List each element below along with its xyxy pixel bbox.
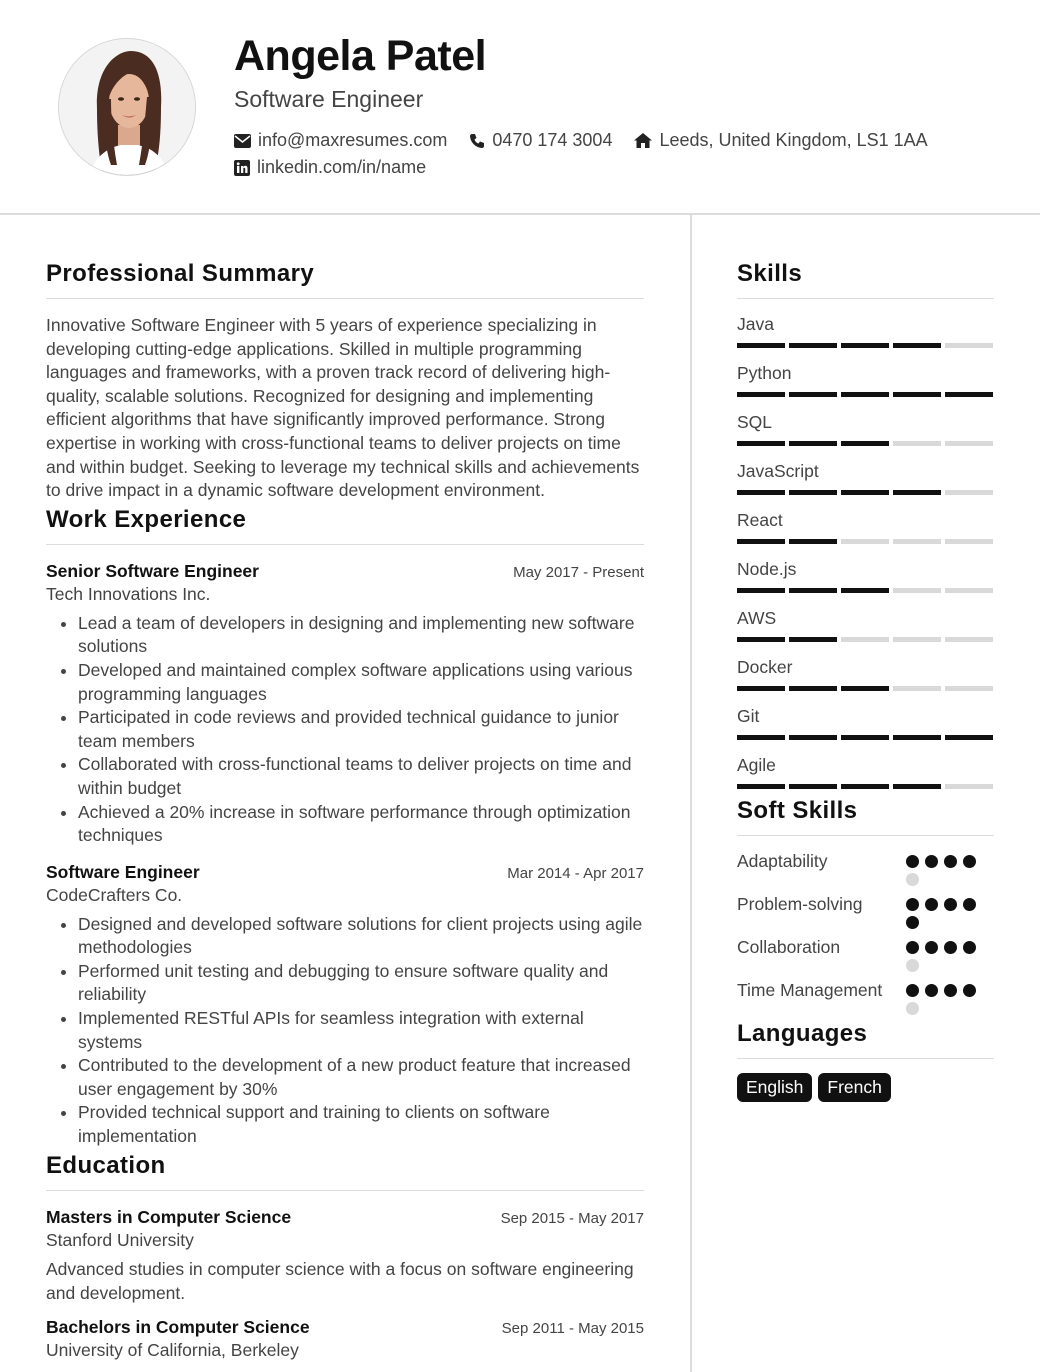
- language-tag: French: [818, 1073, 890, 1102]
- skill-item: [737, 755, 994, 789]
- job-title: Senior Software Engineer: [46, 560, 259, 581]
- rating-dot: [963, 855, 976, 868]
- skill-level-segment: [841, 343, 889, 348]
- bullet-item: • Performed unit testing and debugging to ensure software quality and reliability: [78, 960, 644, 1007]
- skill-level-segment: [945, 539, 993, 544]
- email-text: info@maxresumes.com: [258, 130, 448, 150]
- skill-level-segment: [945, 637, 993, 642]
- skill-name: Agile: [737, 755, 776, 775]
- education-description: Advanced studies in computer science with a focus on software engineering and development.: [46, 1258, 634, 1303]
- skill-level-segment: [841, 588, 889, 593]
- skill-level-segment: [737, 637, 785, 642]
- skill-level-segment: [737, 539, 785, 544]
- rating-dot: [925, 984, 938, 997]
- contact-email[interactable]: [234, 130, 447, 151]
- rating-dot: [944, 898, 957, 911]
- sidebar-column: [737, 260, 994, 1102]
- skill-level-segment: [893, 441, 941, 446]
- contact-linkedin[interactable]: [234, 157, 426, 178]
- rating-dot: [944, 984, 957, 997]
- skill-level-bar: [737, 392, 994, 397]
- rating-dot: [963, 941, 976, 954]
- soft-skill-rating: [906, 979, 994, 1015]
- education-date: Sep 2015 - May 2017: [500, 1209, 644, 1227]
- soft-skill-name: Adaptability: [737, 851, 828, 871]
- skill-level-segment: [789, 343, 837, 348]
- job-entry: [46, 561, 644, 848]
- contact-row-2: [234, 157, 448, 178]
- skill-level-segment: [945, 441, 993, 446]
- rating-dot: [906, 1002, 919, 1015]
- skill-level-segment: [789, 637, 837, 642]
- skill-name: React: [737, 510, 783, 530]
- skill-level-segment: [893, 539, 941, 544]
- linkedin-icon: [234, 160, 250, 176]
- soft-skills-list: [737, 850, 994, 1015]
- skill-item: [737, 363, 994, 397]
- rating-dot: [963, 898, 976, 911]
- skill-name: Node.js: [737, 559, 797, 579]
- job-company: Tech Innovations Inc.: [46, 583, 211, 604]
- rating-dot: [944, 941, 957, 954]
- degree-title: Bachelors in Computer Science: [46, 1316, 310, 1337]
- skill-level-segment: [841, 539, 889, 544]
- school-name: Stanford University: [46, 1229, 194, 1250]
- skill-level-segment: [737, 343, 785, 348]
- linkedin-text: linkedin.com/in/name: [257, 157, 427, 177]
- skill-level-bar: [737, 686, 994, 691]
- skill-level-segment: [841, 686, 889, 691]
- rating-dot: [906, 898, 919, 911]
- job-entry: [46, 862, 644, 1149]
- main-column: [46, 260, 644, 1361]
- skill-item: [737, 706, 994, 740]
- skill-item: [737, 559, 994, 593]
- skill-level-segment: [945, 784, 993, 789]
- skill-name: Git: [737, 706, 760, 726]
- skill-level-segment: [789, 784, 837, 789]
- skill-level-segment: [841, 490, 889, 495]
- bullet-item: • Collaborated with cross-functional teams to deliver projects on time and within budget: [78, 753, 644, 800]
- skill-level-bar: [737, 735, 994, 740]
- skill-level-segment: [945, 735, 993, 740]
- skill-level-segment: [893, 686, 941, 691]
- rating-dot: [906, 873, 919, 886]
- skill-level-segment: [945, 588, 993, 593]
- envelope-icon: [234, 134, 251, 148]
- skill-item: [737, 657, 994, 691]
- skill-level-segment: [789, 441, 837, 446]
- soft-skill-rating: [906, 893, 994, 929]
- skill-item: [737, 461, 994, 495]
- languages-list: [737, 1073, 994, 1102]
- profile-photo: [58, 38, 196, 176]
- location-text: Leeds, United Kingdom, LS1 1AA: [659, 130, 928, 150]
- skill-item: [737, 510, 994, 544]
- section-heading-languages: Languages: [737, 1020, 994, 1059]
- skill-level-bar: [737, 637, 994, 642]
- skill-level-segment: [945, 686, 993, 691]
- education-date: Sep 2011 - May 2015: [501, 1319, 644, 1337]
- skill-level-bar: [737, 784, 994, 789]
- job-bullets: [46, 913, 644, 1149]
- contact-location: [634, 130, 927, 151]
- soft-skill-name: Problem-solving: [737, 894, 863, 914]
- skill-level-segment: [841, 735, 889, 740]
- education-entry: [46, 1207, 644, 1305]
- section-heading-education: Education: [46, 1152, 644, 1191]
- skill-level-segment: [893, 735, 941, 740]
- bullet-item: • Provided technical support and training to clients on software implementation: [78, 1101, 644, 1148]
- contact-phone[interactable]: [469, 130, 612, 151]
- skill-level-segment: [893, 392, 941, 397]
- rating-dot: [906, 855, 919, 868]
- skill-level-bar: [737, 588, 994, 593]
- job-company: CodeCrafters Co.: [46, 884, 183, 905]
- rating-dot: [906, 941, 919, 954]
- bullet-item: • Contributed to the development of a new product feature that increased user engagement by 30%: [78, 1054, 644, 1101]
- section-heading-experience: Work Experience: [46, 506, 644, 545]
- skill-level-bar: [737, 539, 994, 544]
- skill-level-segment: [945, 490, 993, 495]
- skills-list: [737, 314, 994, 789]
- skill-level-segment: [789, 490, 837, 495]
- skill-level-segment: [841, 392, 889, 397]
- skill-level-segment: [789, 735, 837, 740]
- skill-level-segment: [737, 686, 785, 691]
- skill-level-segment: [789, 392, 837, 397]
- rating-dot: [906, 959, 919, 972]
- skill-level-segment: [945, 392, 993, 397]
- rating-dot: [925, 855, 938, 868]
- skill-level-segment: [789, 588, 837, 593]
- job-bullets: [46, 612, 644, 848]
- skill-name: Python: [737, 363, 792, 383]
- bullet-item: • Achieved a 20% increase in software performance through optimization techniques: [78, 801, 644, 848]
- soft-skill-item: [737, 936, 994, 972]
- job-date: May 2017 - Present: [513, 563, 644, 581]
- rating-dot: [944, 855, 957, 868]
- skill-level-segment: [841, 441, 889, 446]
- summary-text: Innovative Software Engineer with 5 years of experience specializing in developing cutting-edge applications. Skilled in multiple programming languages and frameworks, with a proven track record of delivering high-quality, scalable solutions. Recognized for designing and implementing efficient algorithms that have significantly improved performance. Strong expertise in working with cross-functional teams to deliver projects on time and within budget. Seeking to leverage my technical skills and achievements to drive impact in a dynamic software development environment.: [46, 315, 640, 501]
- section-heading-soft-skills: Soft Skills: [737, 797, 994, 836]
- soft-skill-name: Collaboration: [737, 937, 841, 957]
- skill-level-segment: [737, 490, 785, 495]
- skill-level-segment: [737, 392, 785, 397]
- skill-level-segment: [737, 441, 785, 446]
- rating-dot: [925, 898, 938, 911]
- skill-item: [737, 412, 994, 446]
- soft-skill-rating: [906, 850, 994, 886]
- skill-level-segment: [737, 588, 785, 593]
- job-title: Software Engineer: [46, 861, 200, 882]
- job-date: Mar 2014 - Apr 2017: [507, 864, 644, 882]
- skill-name: Java: [737, 314, 774, 334]
- skill-level-segment: [737, 735, 785, 740]
- skill-level-segment: [945, 343, 993, 348]
- phone-icon: [469, 133, 485, 149]
- school-name: University of California, Berkeley: [46, 1339, 299, 1360]
- skill-level-segment: [789, 539, 837, 544]
- soft-skill-item: [737, 893, 994, 929]
- bullet-item: • Developed and maintained complex software applications using various programming languages: [78, 659, 644, 706]
- phone-text: 0470 174 3004: [492, 130, 613, 150]
- skill-level-segment: [737, 784, 785, 789]
- rating-dot: [963, 984, 976, 997]
- section-heading-skills: Skills: [737, 260, 994, 299]
- skill-name: JavaScript: [737, 461, 819, 481]
- education-entry: [46, 1317, 644, 1361]
- degree-title: Masters in Computer Science: [46, 1206, 292, 1227]
- skill-level-segment: [893, 490, 941, 495]
- skill-level-segment: [841, 637, 889, 642]
- portrait-image: [59, 39, 196, 176]
- candidate-title: Software Engineer: [234, 86, 424, 112]
- soft-skill-item: [737, 979, 994, 1015]
- skill-item: [737, 608, 994, 642]
- skill-level-segment: [893, 588, 941, 593]
- candidate-name: Angela Patel: [234, 32, 487, 80]
- skill-level-segment: [893, 343, 941, 348]
- skill-name: SQL: [737, 412, 773, 432]
- resume-header: [0, 0, 1040, 215]
- rating-dot: [925, 941, 938, 954]
- soft-skill-rating: [906, 936, 994, 972]
- skill-level-segment: [841, 784, 889, 789]
- section-heading-summary: Professional Summary: [46, 260, 644, 299]
- soft-skill-name: Time Management: [737, 980, 883, 1000]
- bullet-item: • Lead a team of developers in designing and implementing new software solutions: [78, 612, 644, 659]
- rating-dot: [906, 984, 919, 997]
- rating-dot: [906, 916, 919, 929]
- skill-level-segment: [789, 686, 837, 691]
- language-tag: English: [737, 1073, 812, 1102]
- soft-skill-item: [737, 850, 994, 886]
- skill-name: AWS: [737, 608, 777, 628]
- bullet-item: • Implemented RESTful APIs for seamless integration with external systems: [78, 1007, 644, 1054]
- skill-level-segment: [893, 637, 941, 642]
- skill-level-bar: [737, 343, 994, 348]
- skill-level-bar: [737, 441, 994, 446]
- skill-item: [737, 314, 994, 348]
- column-divider: [690, 215, 692, 1372]
- skill-level-bar: [737, 490, 994, 495]
- home-icon: [634, 133, 652, 148]
- bullet-item: • Designed and developed software solutions for client projects using agile methodologies: [78, 913, 644, 960]
- bullet-item: • Participated in code reviews and provided technical guidance to junior team members: [78, 706, 644, 753]
- contact-row: [234, 130, 950, 151]
- skill-name: Docker: [737, 657, 793, 677]
- skill-level-segment: [893, 784, 941, 789]
